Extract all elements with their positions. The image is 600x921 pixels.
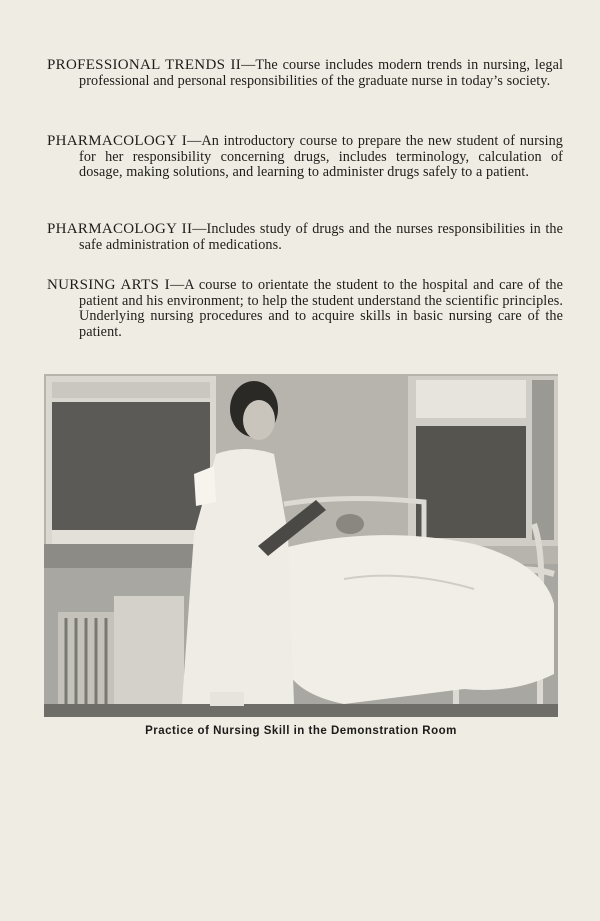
- course-title: PHARMACOLOGY I: [47, 133, 188, 150]
- course-title: PROFESSIONAL TRENDS II: [47, 57, 242, 74]
- demonstration-room-photo: [44, 374, 558, 717]
- course-professional-trends-ii: [47, 58, 563, 89]
- course-description: —Includes study of drugs and the nurses responsibilities in the safe administration of medications.: [79, 221, 564, 253]
- course-pharmacology-ii: [47, 222, 563, 253]
- photo-caption: Practice of Nursing Skill in the Demonstration Room: [145, 725, 457, 737]
- photo-illustration: [44, 374, 558, 717]
- course-title: PHARMACOLOGY II: [47, 221, 193, 238]
- course-description: —A course to orientate the student to the hospital and care of the patient and his environment; to help the student understand the scientific principles. Underlying nursing procedures and to acquire skills in basic nursing care of the patient.: [79, 277, 563, 340]
- course-nursing-arts-i: [47, 278, 563, 340]
- course-title: NURSING ARTS I: [47, 277, 170, 294]
- course-description: —The course includes modern trends in nursing, legal professional and personal responsibilities of the graduate nurse in today’s society.: [79, 57, 564, 89]
- course-description: —An introductory course to prepare the new student of nursing for her responsibility concerning drugs, includes terminology, calculation of dosage, making solutions, and learning to administer drugs safely to a patient.: [79, 133, 563, 181]
- course-pharmacology-i: [47, 134, 563, 181]
